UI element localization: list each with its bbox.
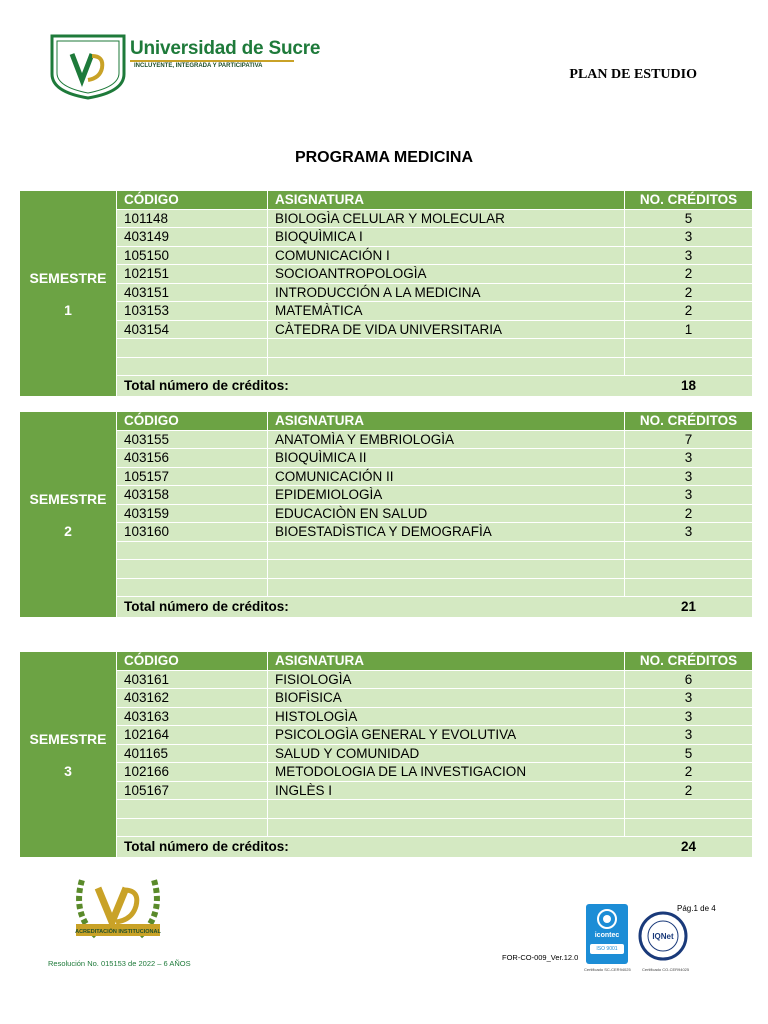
university-logo: [22, 34, 321, 102]
semester-table: [20, 191, 752, 396]
program-title: PROGRAMA MEDICINA: [294, 149, 474, 166]
table-row: [117, 284, 752, 303]
total-label: Total número de créditos:: [124, 378, 289, 393]
table-row: [117, 763, 752, 782]
course-name: COMUNICACIÓN II: [268, 468, 625, 487]
table-row: [117, 321, 752, 340]
course-name: ANATOMÌA Y EMBRIOLOGÌA: [268, 431, 625, 450]
table-row: [117, 468, 752, 487]
table-row: [117, 505, 752, 524]
course-name: BIOFÌSICA: [268, 689, 625, 708]
course-name: EDUCACIÒN EN SALUD: [268, 505, 625, 524]
course-name: SOCIOANTROPOLOGÌA: [268, 265, 625, 284]
university-slogan: INCLUYENTE, INTEGRADA Y PARTICIPATIVA: [134, 63, 263, 69]
table-row: [117, 542, 752, 561]
course-name: BIOESTADÌSTICA Y DEMOGRAFÌA: [268, 523, 625, 542]
icontec-label: icontec: [594, 932, 620, 939]
table-row: [117, 486, 752, 505]
page-number: Pág.1 de 4: [677, 904, 716, 913]
table-row: [117, 708, 752, 727]
course-credits: 5: [625, 745, 752, 764]
course-code: 102151: [117, 265, 268, 284]
course-credits: 2: [625, 763, 752, 782]
course-code: [117, 542, 268, 561]
course-credits: 2: [625, 505, 752, 524]
table-row: [117, 689, 752, 708]
table-row: [117, 339, 752, 358]
iqnet-certification-icon: [638, 911, 688, 961]
course-code: 102164: [117, 726, 268, 745]
course-credits: 3: [625, 468, 752, 487]
course-name: METODOLOGIA DE LA INVESTIGACION: [268, 763, 625, 782]
table-row: [117, 726, 752, 745]
table-row: [117, 782, 752, 801]
header-code: CÓDIGO: [117, 652, 268, 671]
course-code: 105157: [117, 468, 268, 487]
course-credits: 6: [625, 671, 752, 690]
course-credits: 2: [625, 284, 752, 303]
accreditation-seal-icon: [66, 858, 170, 950]
course-name: EPIDEMIOLOGÌA: [268, 486, 625, 505]
table-header: [117, 652, 752, 671]
course-credits: [625, 800, 752, 819]
seal-text: ACREDITACIÓN INSTITUCIONAL: [75, 929, 161, 935]
header-subject: ASIGNATURA: [268, 412, 625, 431]
course-credits: 3: [625, 708, 752, 727]
total-credits: 24: [680, 839, 697, 854]
header-credits: NO. CRÉDITOS: [625, 412, 752, 431]
course-name: INTRODUCCIÓN A LA MEDICINA: [268, 284, 625, 303]
table-row: [117, 228, 752, 247]
total-label: Total número de créditos:: [124, 839, 289, 854]
course-credits: [625, 560, 752, 579]
course-credits: [625, 579, 752, 598]
course-credits: [625, 819, 752, 838]
course-name: BIOQUÌMICA II: [268, 449, 625, 468]
course-code: 401165: [117, 745, 268, 764]
course-name: FISIOLOGÌA: [268, 671, 625, 690]
form-code: FOR-CO-009_Ver.12.0: [502, 953, 579, 962]
header-credits: NO. CRÉDITOS: [625, 191, 752, 210]
course-name: [268, 542, 625, 561]
course-code: 403156: [117, 449, 268, 468]
icontec-iso-label: ISO 9001: [590, 944, 624, 954]
header-code: CÓDIGO: [117, 191, 268, 210]
course-code: 403155: [117, 431, 268, 450]
course-name: [268, 819, 625, 838]
course-code: 403161: [117, 671, 268, 690]
course-code: 105167: [117, 782, 268, 801]
course-credits: 3: [625, 247, 752, 266]
header-subject: ASIGNATURA: [268, 652, 625, 671]
course-credits: [625, 339, 752, 358]
course-credits: 1: [625, 321, 752, 340]
semester-title: SEMESTRE: [29, 490, 107, 507]
course-code: [117, 560, 268, 579]
semester-table: [20, 412, 752, 617]
course-code: [117, 358, 268, 377]
iqnet-certificate-number: Certificado CO-CER94025: [642, 967, 690, 972]
table-row: [117, 745, 752, 764]
table-row: [117, 265, 752, 284]
semester-title: SEMESTRE: [29, 269, 107, 286]
table-row: [117, 800, 752, 819]
course-code: 403162: [117, 689, 268, 708]
semester-table: [20, 652, 752, 857]
university-name: Universidad de Sucre: [130, 38, 321, 59]
course-name: [268, 339, 625, 358]
course-name: SALUD Y COMUNIDAD: [268, 745, 625, 764]
course-code: 102166: [117, 763, 268, 782]
course-code: 403151: [117, 284, 268, 303]
semester-grid: [117, 412, 752, 617]
header-credits: NO. CRÉDITOS: [625, 652, 752, 671]
semester-grid: [117, 652, 752, 857]
table-row: [117, 560, 752, 579]
course-name: [268, 358, 625, 377]
header-code: CÓDIGO: [117, 412, 268, 431]
course-credits: 3: [625, 449, 752, 468]
total-label: Total número de créditos:: [124, 599, 289, 614]
course-credits: 2: [625, 302, 752, 321]
semester-number: 1: [64, 301, 72, 318]
course-credits: 7: [625, 431, 752, 450]
course-credits: 3: [625, 486, 752, 505]
semester-label: [20, 191, 116, 396]
course-name: PSICOLOGÌA GENERAL Y EVOLUTIVA: [268, 726, 625, 745]
course-credits: 3: [625, 523, 752, 542]
table-row: [117, 579, 752, 598]
table-row: [117, 247, 752, 266]
table-row: [117, 210, 752, 229]
semester-label: [20, 412, 116, 617]
table-row: [117, 449, 752, 468]
logo-divider: [130, 60, 294, 62]
course-credits: 3: [625, 689, 752, 708]
course-credits: 3: [625, 726, 752, 745]
table-row: [117, 302, 752, 321]
course-name: MATEMÀTICA: [268, 302, 625, 321]
document-type: PLAN DE ESTUDIO: [569, 67, 697, 82]
table-row: [117, 523, 752, 542]
course-code: [117, 800, 268, 819]
course-credits: 2: [625, 265, 752, 284]
course-name: HISTOLOGÌA: [268, 708, 625, 727]
table-row: [117, 819, 752, 838]
course-name: BIOQUÌMICA I: [268, 228, 625, 247]
course-code: 103160: [117, 523, 268, 542]
course-code: 403159: [117, 505, 268, 524]
header-subject: ASIGNATURA: [268, 191, 625, 210]
course-code: 403158: [117, 486, 268, 505]
semester-grid: [117, 191, 752, 396]
course-credits: [625, 542, 752, 561]
accreditation-resolution: Resolución No. 015153 de 2022 – 6 AÑOS: [48, 959, 191, 968]
semester-label: [20, 652, 116, 857]
course-name: [268, 560, 625, 579]
course-name: CÀTEDRA DE VIDA UNIVERSITARIA: [268, 321, 625, 340]
course-credits: 5: [625, 210, 752, 229]
table-row: [117, 671, 752, 690]
total-row: [117, 597, 752, 617]
iqnet-label: IQNet: [652, 932, 674, 941]
university-shield-icon: [48, 34, 128, 100]
icontec-certificate-number: Certificado SC-CER94025: [584, 967, 631, 972]
total-credits: 18: [680, 378, 697, 393]
course-code: 403163: [117, 708, 268, 727]
course-code: [117, 339, 268, 358]
semester-number: 3: [64, 762, 72, 779]
course-credits: 2: [625, 782, 752, 801]
total-row: [117, 376, 752, 396]
course-credits: [625, 358, 752, 377]
course-code: 101148: [117, 210, 268, 229]
table-header: [117, 191, 752, 210]
course-code: 403154: [117, 321, 268, 340]
total-credits: 21: [680, 599, 697, 614]
table-row: [117, 358, 752, 377]
icontec-certification-badge: [586, 904, 628, 964]
table-header: [117, 412, 752, 431]
course-code: [117, 819, 268, 838]
icontec-icon: [596, 908, 618, 930]
course-name: COMUNICACIÓN I: [268, 247, 625, 266]
course-name: INGLÈS I: [268, 782, 625, 801]
course-code: 403149: [117, 228, 268, 247]
course-name: [268, 800, 625, 819]
table-row: [117, 431, 752, 450]
course-code: 103153: [117, 302, 268, 321]
course-credits: 3: [625, 228, 752, 247]
course-name: [268, 579, 625, 598]
course-code: 105150: [117, 247, 268, 266]
semester-title: SEMESTRE: [29, 730, 107, 747]
course-name: BIOLOGÌA CELULAR Y MOLECULAR: [268, 210, 625, 229]
semester-number: 2: [64, 522, 72, 539]
total-row: [117, 837, 752, 857]
course-code: [117, 579, 268, 598]
